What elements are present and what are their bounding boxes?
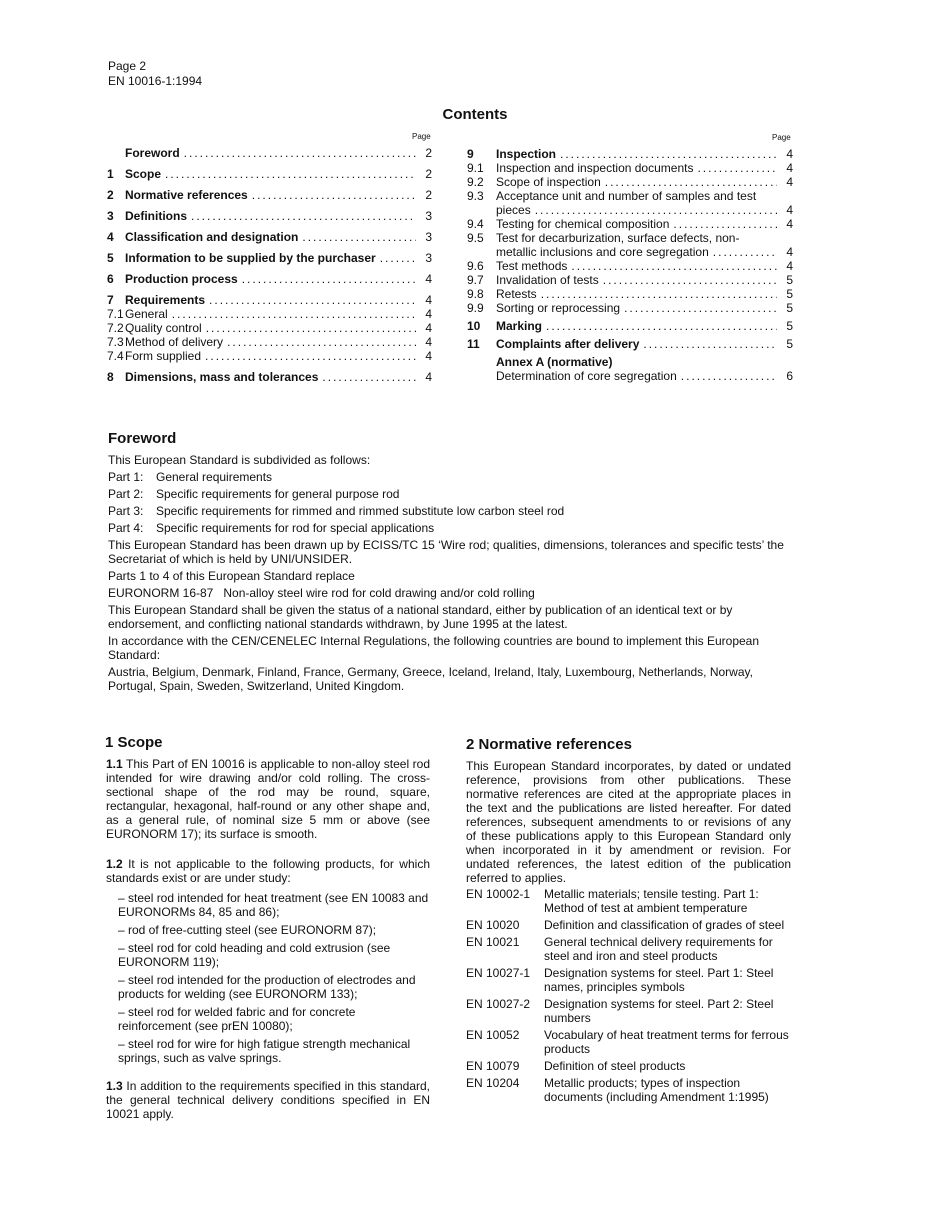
toc-entry-number: 9.2 [467,175,484,189]
toc-entry-label: Normative references [125,188,248,202]
toc-entry [467,217,793,231]
clause-1-1 [106,757,430,841]
foreword-para: This European Standard has been drawn up by ECISS/TC 15 ‘Wire rod; qualities, dimensions, tolerances and specific tests’ the Secretariat of which is held by UNI/UNSIDER. [108,538,784,566]
normative-intro: This European Standard incorporates, by dated or undated reference, provisions from other publications. These normative references are cited at the appropriate places in the text and the publications are listed hereafter. For dated references, subsequent amendments to or revisions of any of these publications apply to this European Standard only when incorporated in it by amendment or revision. For undated references, the latest edition of the publication referred to applies. [466,759,791,885]
toc-entry-number: 6 [107,272,114,286]
toc-leader-dots [697,161,777,175]
toc-entry-page: 4 [786,259,793,273]
toc-entry-number: 9.1 [467,161,484,175]
toc-entry-page: 4 [786,147,793,161]
part-row [108,504,794,518]
toc-entry-page: 4 [425,321,432,335]
toc-leader-dots [302,230,416,244]
contents-title: Contents [442,106,508,123]
reference-title: Definition of steel products [544,1059,686,1073]
toc-entry [467,259,793,273]
part-row [108,470,794,484]
exclusion-item: – steel rod for cold heading and cold extrusion (see EURONORM 119); [118,941,391,969]
toc-entry-label: metallic inclusions and core segregation [496,245,709,259]
exclusion-list [118,891,430,1065]
toc-entry-number: 1 [107,167,114,181]
toc-entry [467,319,793,333]
toc-entry [467,355,793,369]
reference-title: Designation systems for steel. Part 1: Steel names, principles symbols [544,966,774,994]
toc-entry-page: 3 [425,209,432,223]
toc-leader-dots [206,321,416,335]
reference-row [466,1028,791,1056]
toc-entry-page: 4 [786,175,793,189]
toc-entry-label: Requirements [125,293,206,307]
toc-entry-label: Sorting or reprocessing [496,301,621,315]
toc-entry-page: 4 [425,293,432,307]
clause-text: It is not applicable to the following products, for which standards exist or are under study: [106,857,430,885]
toc-entry [107,321,432,335]
toc-leader-dots [252,188,416,202]
toc-entry-number: 9.8 [467,287,484,301]
toc-entry-page: 3 [425,230,432,244]
toc-entry-number: 2 [107,188,114,202]
exclusion-item: – steel rod intended for the production of electrodes and products for welding (see EURONORM 133); [118,973,416,1001]
toc-leader-dots [643,337,777,351]
reference-code: EN 10079 [466,1059,520,1073]
exclusion-item: – steel rod intended for heat treatment (see EN 10083 and EURONORMs 84, 85 and 86); [118,891,429,919]
page-number: Page 2 [108,59,147,73]
toc-leader-dots [184,146,416,160]
toc-entry-page: 3 [425,251,432,265]
toc-leader-dots [713,245,777,259]
toc-entry [107,230,432,244]
toc-entry-number: 9 [467,147,474,161]
toc-entry-page: 6 [786,369,793,383]
reference-code: EN 10020 [466,918,520,932]
page-header [108,59,202,89]
toc-entry [107,349,432,363]
toc-right-column [467,147,793,383]
toc-entry-page: 4 [786,217,793,231]
toc-entry-label: pieces [496,203,531,217]
toc-leader-dots [535,203,777,217]
toc-entry [467,369,793,383]
toc-entry [107,335,432,349]
reference-row [466,966,791,994]
toc-entry-label: Test for decarburization, surface defects, non- [496,231,740,245]
scope-title: 1 Scope [105,734,163,751]
toc-entry-label: Acceptance unit and number of samples and test [496,189,757,203]
toc-entry-label: Invalidation of tests [496,273,599,287]
toc-entry-page: 4 [786,161,793,175]
toc-leader-dots [227,335,416,349]
toc-entry-page: 4 [425,307,432,321]
foreword-para: Austria, Belgium, Denmark, Finland, France, Germany, Greece, Iceland, Ireland, Italy, Luxembourg, Netherlands, Norway, Portugal, Spain, Sweden, Switzerland, United Kingdom. [108,665,753,693]
clause-number: 1.1 [106,757,123,771]
toc-entry-label: Retests [496,287,537,301]
toc-leader-dots [380,251,416,265]
toc-leader-dots [571,259,777,273]
foreword-title: Foreword [108,430,177,447]
toc-entry-label: Definitions [125,209,187,223]
toc-entry-page: 4 [425,272,432,286]
foreword-para: This European Standard shall be given the status of a national standard, either by publication of an identical text or by endorsement, and conflicting national standards withdrawn, by June 1995 at the latest. [108,603,733,631]
toc-entry-page: 5 [786,319,793,333]
toc-entry-number: 7.4 [107,349,124,363]
toc-entry-number: 7 [107,293,114,307]
toc-leader-dots [242,272,416,286]
reference-title: General technical delivery requirements for steel and iron and steel products [544,935,773,963]
toc-leader-dots [681,369,777,383]
toc-entry-page: 4 [786,245,793,259]
toc-entry [467,203,793,217]
toc-entry-label: Information to be supplied by the purchaser [125,251,376,265]
toc-entry-page: 5 [786,287,793,301]
toc-leader-dots [165,167,416,181]
clause-text: This Part of EN 10016 is applicable to non-alloy steel rod intended for wire drawing and/or cold rolling. The cross-sectional shape of the rod may be round, square, rectangular, hexagonal, half-round or any other shape and, as a general rule, of nominal size 5 mm or above (see EURONORM 17); its surface is smooth. [106,757,431,841]
reference-row [466,1059,791,1073]
toc-entry [107,293,432,307]
toc-entry-number: 11 [467,337,480,351]
toc-entry-label: General [125,307,168,321]
foreword-intro: This European Standard is subdivided as follows: [108,453,371,467]
toc-entry-number: 5 [107,251,114,265]
toc-leader-dots [209,293,416,307]
clause-number: 1.2 [106,857,123,871]
part-row [108,487,794,501]
exclusion-item: – steel rod for wire for high fatigue strength mechanical springs, such as valve springs. [118,1037,411,1065]
reference-row [466,1076,791,1104]
parts-list [108,470,794,535]
part-key: Part 3: [108,504,144,518]
toc-leader-dots [322,370,416,384]
reference-title: Vocabulary of heat treatment terms for ferrous products [544,1028,789,1056]
toc-entry [467,161,793,175]
toc-entry-page: 5 [786,273,793,287]
toc-entry-label: Scope of inspection [496,175,601,189]
toc-entry-number: 7.2 [107,321,124,335]
part-row [108,521,794,535]
toc-entry-number: 8 [107,370,114,384]
toc-entry-number: 9.5 [467,231,484,245]
normative-title: 2 Normative references [466,736,632,753]
toc-entry-label: Marking [496,319,543,333]
toc-left-column [107,146,432,384]
toc-entry-number: 10 [467,319,481,333]
toc-entry [467,337,793,351]
toc-entry [107,370,432,384]
toc-entry-label: Inspection and inspection documents [496,161,694,175]
toc-entry [467,273,793,287]
toc-entry-page: 2 [425,146,432,160]
toc-entry-number: 9.3 [467,189,484,203]
toc-leader-dots [172,307,416,321]
toc-leader-dots [624,301,777,315]
toc-entry-page: 4 [425,370,432,384]
reference-code: EN 10052 [466,1028,520,1042]
toc-entry [467,231,793,245]
reference-title: Designation systems for steel. Part 2: Steel numbers [544,997,774,1025]
toc-entry [107,146,432,160]
toc-entry-label: Classification and designation [125,230,299,244]
toc-entry-number: 9.7 [467,273,484,287]
toc-entry [107,272,432,286]
toc-leader-dots [546,319,777,333]
clause-1-2 [106,857,430,885]
toc-entry [107,188,432,202]
toc-entry-label: Dimensions, mass and tolerances [125,370,319,384]
toc-entry-label: Annex A (normative) [496,355,613,369]
part-key: Part 4: [108,521,144,535]
toc-entry [467,189,793,203]
toc-entry-page: 5 [786,337,793,351]
toc-entry-number: 4 [107,230,114,244]
part-text: General requirements [156,470,273,484]
clause-text: In addition to the requirements specified in this standard, the general technical delivery conditions specified in EN 10021 apply. [106,1079,430,1121]
toc-entry-page: 5 [786,301,793,315]
toc-entry [467,287,793,301]
part-text: Specific requirements for rimmed and rimmed substitute low carbon steel rod [156,504,565,518]
toc-entry-page: 4 [425,335,432,349]
toc-entry [467,301,793,315]
toc-page-head-right: Page [772,133,791,142]
scope-body [106,757,430,1121]
toc-entry-number: 7.3 [107,335,124,349]
toc-leader-dots [191,209,416,223]
reference-code: EN 10027-1 [466,966,531,980]
clause-number: 1.3 [106,1079,123,1093]
toc-entry-number: 9.6 [467,259,484,273]
reference-row [466,935,791,963]
toc-entry-label: Scope [125,167,162,181]
toc-leader-dots [541,287,777,301]
toc-entry-label: Testing for chemical composition [496,217,670,231]
reference-code: EN 10027-2 [466,997,531,1011]
part-key: Part 2: [108,487,144,501]
exclusion-item: – rod of free-cutting steel (see EURONORM 87); [118,923,377,937]
reference-title: Definition and classification of grades of steel [544,918,785,932]
reference-title: Metallic products; types of inspection documents (including Amendment 1:1995) [544,1076,769,1104]
reference-title: Metallic materials; tensile testing. Part 1: Method of test at ambient temperature [544,887,759,915]
toc-entry-label: Form supplied [125,349,202,363]
part-text: Specific requirements for rod for special applications [156,521,435,535]
toc-leader-dots [673,217,777,231]
normative-body [466,759,791,1107]
standard-id: EN 10016-1:1994 [108,74,203,88]
exclusion-item: – steel rod for welded fabric and for concrete reinforcement (see prEN 10080); [118,1005,356,1033]
toc-entry-page: 4 [786,203,793,217]
reference-code: EN 10204 [466,1076,520,1090]
reference-code: EN 10002-1 [466,887,531,901]
toc-entry [107,167,432,181]
toc-entry-number: 3 [107,209,114,223]
foreword-para: Parts 1 to 4 of this European Standard replace [108,569,355,583]
toc-entry-label: Production process [125,272,238,286]
reference-code: EN 10021 [466,935,520,949]
reference-list [466,887,791,1104]
toc-leader-dots [205,349,416,363]
toc-entry-number: 7.1 [107,307,124,321]
toc-entry [467,245,793,259]
toc-entry-label: Quality control [125,321,202,335]
toc-entry-label: Inspection [496,147,557,161]
toc-entry-label: Test methods [496,259,568,273]
toc-entry [467,175,793,189]
toc-entry [107,209,432,223]
part-text: Specific requirements for general purpose rod [156,487,400,501]
toc-entry-page: 2 [425,167,432,181]
toc-entry-page: 2 [425,188,432,202]
reference-row [466,997,791,1025]
toc-page-head-left: Page [412,132,431,141]
toc-leader-dots [560,147,777,161]
reference-row [466,887,791,915]
toc-entry-number: 9.9 [467,301,484,315]
reference-row [466,918,791,932]
toc-entry-label: Complaints after delivery [496,337,640,351]
toc-entry [107,251,432,265]
toc-entry [467,147,793,161]
foreword-para: In accordance with the CEN/CENELEC Internal Regulations, the following countries are bound to implement this European Standard: [108,634,760,662]
toc-entry-label: Method of delivery [125,335,224,349]
toc-leader-dots [605,175,777,189]
foreword-body [108,453,794,696]
toc-entry-label: Determination of core segregation [496,369,677,383]
toc-entry [107,307,432,321]
toc-entry-page: 4 [425,349,432,363]
clause-1-3 [106,1079,430,1121]
toc-entry-number: 9.4 [467,217,484,231]
toc-leader-dots [603,273,777,287]
toc-entry-label: Foreword [125,146,180,160]
part-key: Part 1: [108,470,144,484]
foreword-para: EURONORM 16-87 Non-alloy steel wire rod for cold drawing and/or cold rolling [108,586,535,600]
